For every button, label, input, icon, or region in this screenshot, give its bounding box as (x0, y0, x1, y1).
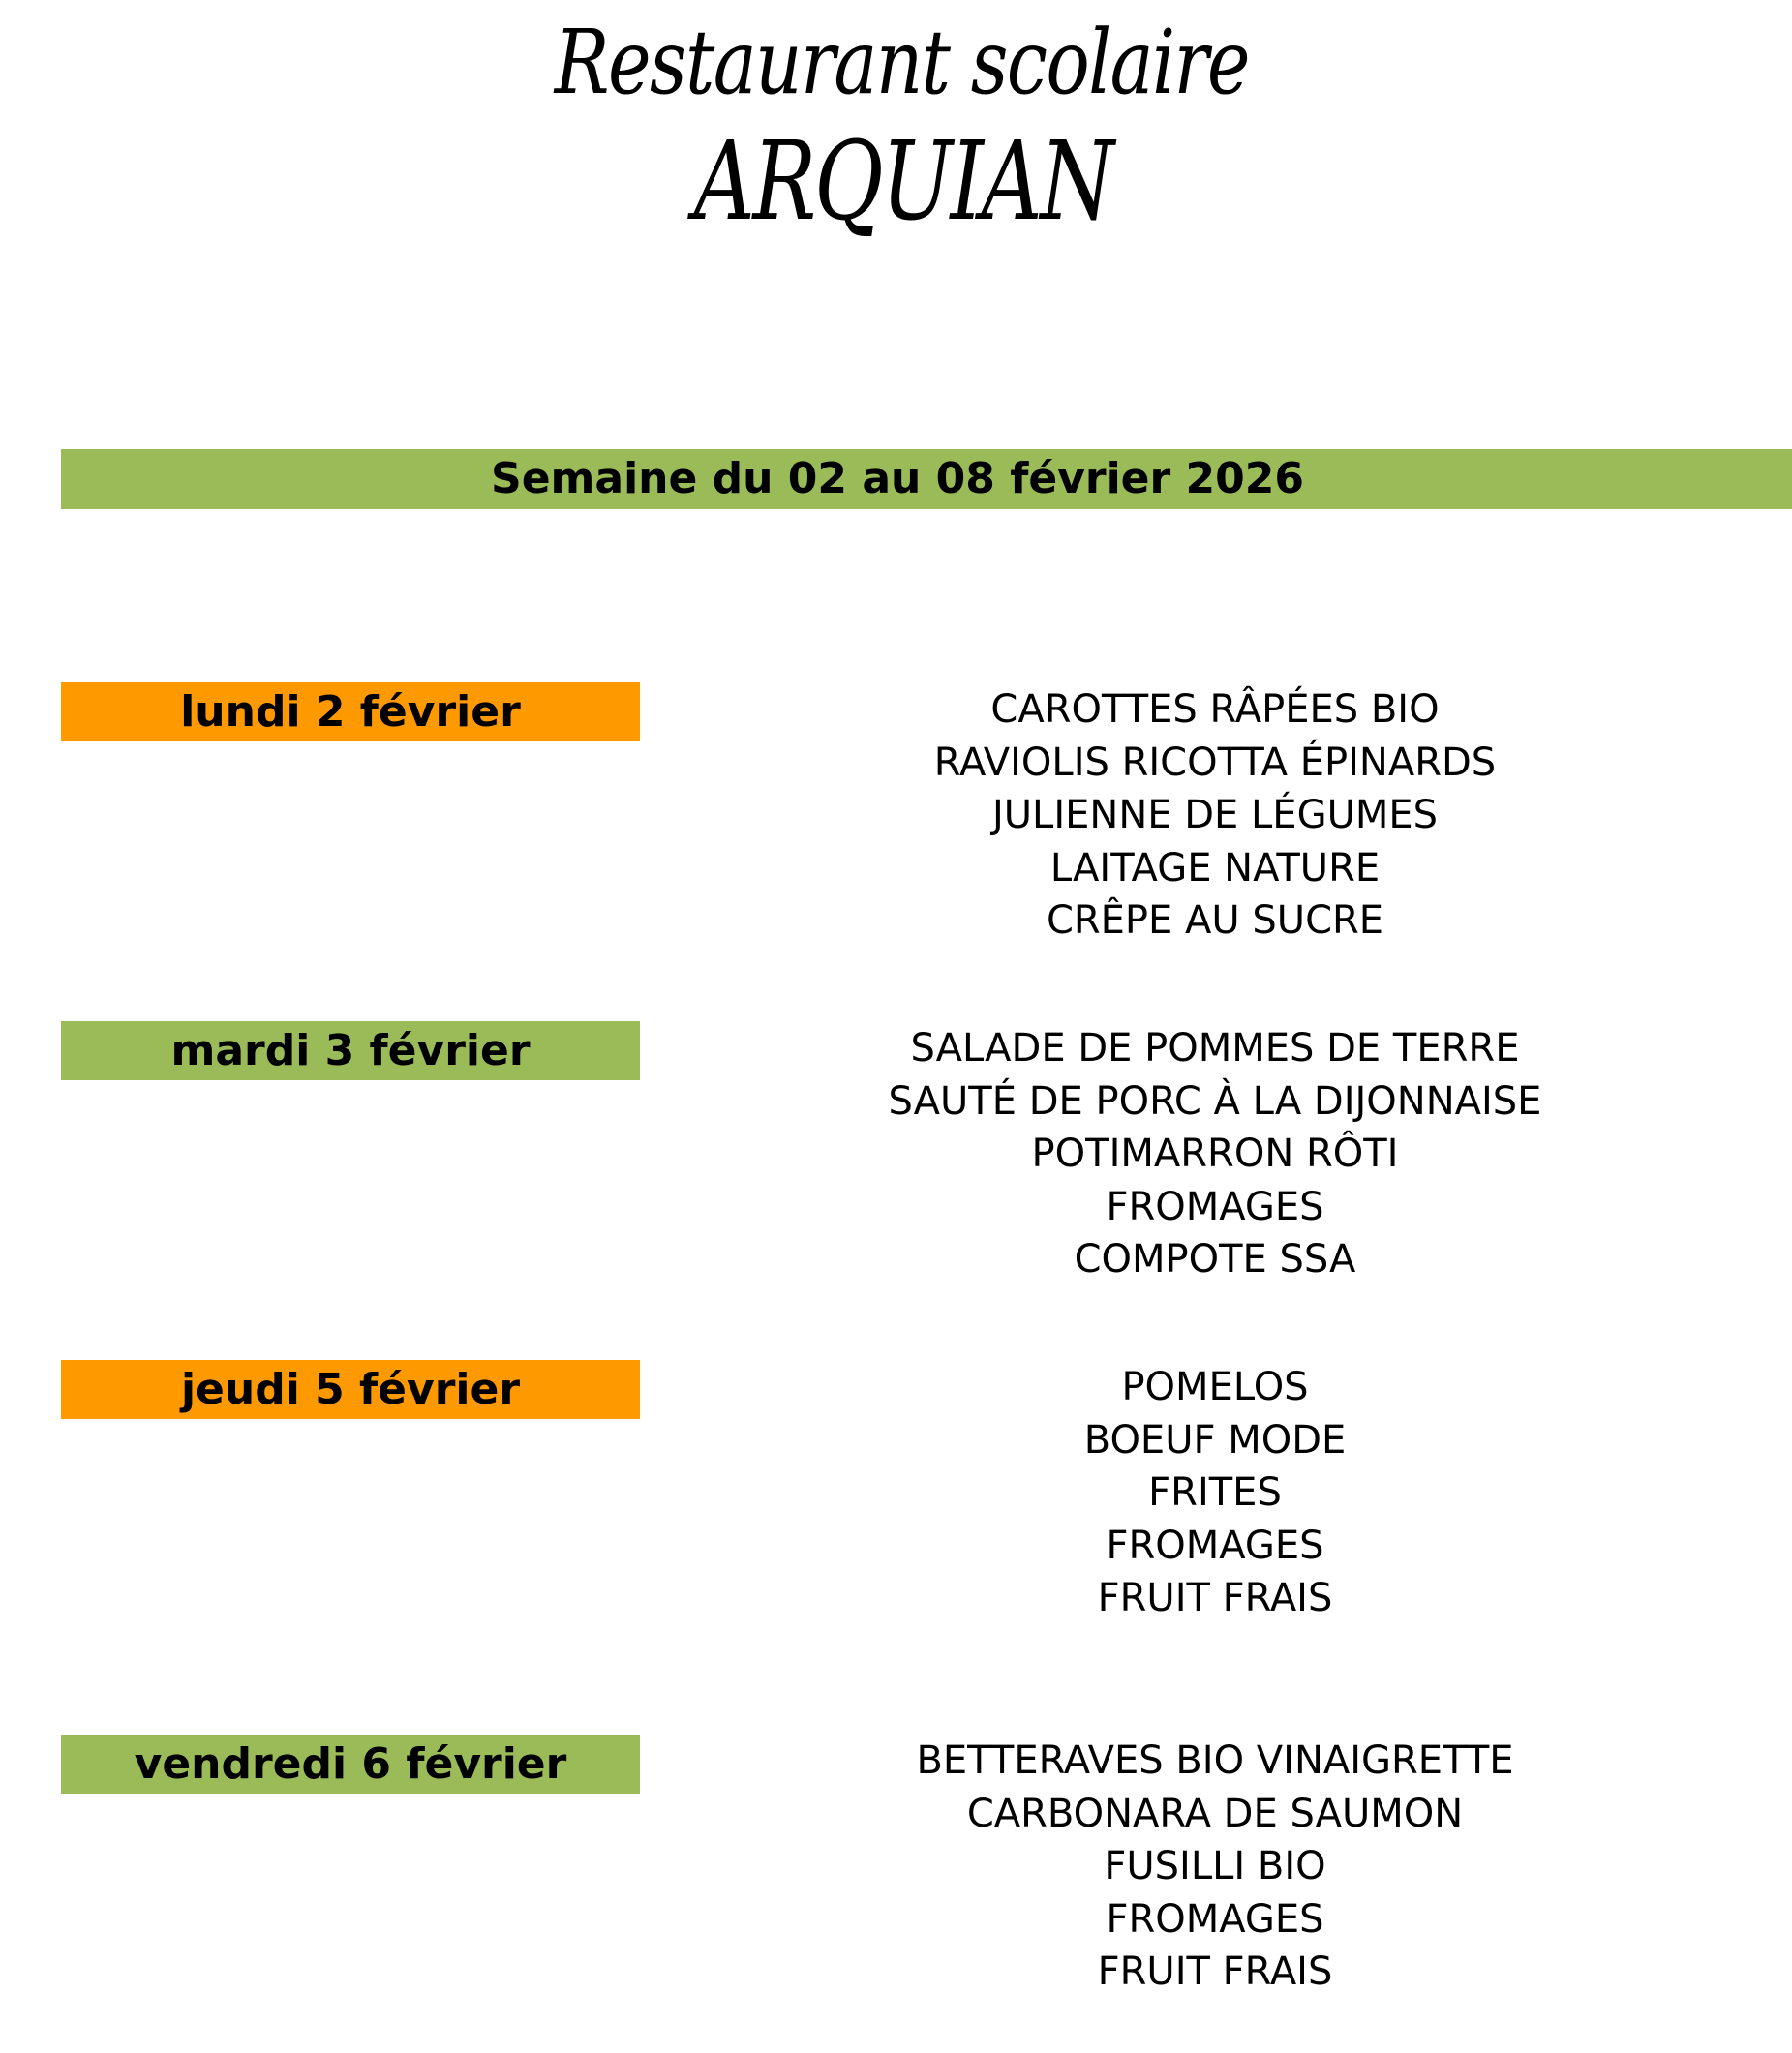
school-name: ARQUIAN (693, 119, 1112, 245)
dish-item: POMELOS (1121, 1365, 1309, 1409)
dish-item: FRUIT FRAIS (1097, 1949, 1333, 1994)
day-label-monday: lundi 2 février (61, 682, 640, 741)
day-label-friday: vendredi 6 février (61, 1735, 640, 1794)
day-label-thursday: jeudi 5 février (61, 1360, 640, 1419)
dish-item: FROMAGES (1106, 1184, 1324, 1229)
dish-item: FRUIT FRAIS (1097, 1576, 1333, 1620)
page-title: Restaurant scolaire (554, 11, 1249, 114)
menu-friday (852, 1735, 1578, 1999)
dish-item: FROMAGES (1106, 1523, 1324, 1568)
dish-item: COMPOTE SSA (1074, 1237, 1356, 1282)
dish-item: BOEUF MODE (1083, 1417, 1347, 1463)
dish-item: FRITES (1148, 1470, 1282, 1515)
dish-item: LAITAGE NATURE (1049, 845, 1381, 891)
dish-item: CARBONARA DE SAUMON (966, 1791, 1464, 1836)
dish-item: BETTERAVES BIO VINAIGRETTE (916, 1738, 1514, 1783)
dish-item: RAVIOLIS RICOTTA ÉPINARDS (933, 740, 1497, 785)
dish-item: POTIMARRON RÔTI (1031, 1132, 1399, 1176)
dish-item: JULIENNE DE LÉGUMES (991, 793, 1439, 837)
dish-item: SALADE DE POMMES DE TERRE (910, 1026, 1520, 1071)
dish-item: CRÊPE AU SUCRE (1046, 898, 1384, 943)
week-banner: Semaine du 02 au 08 février 2026 (61, 449, 1792, 509)
dish-item: FROMAGES (1106, 1896, 1324, 1942)
dish-item: SAUTÉ DE PORC À LA DIJONNAISE (888, 1078, 1542, 1124)
menu-monday (852, 683, 1578, 948)
dish-item: FUSILLI BIO (1104, 1844, 1326, 1888)
day-label-tuesday: mardi 3 février (61, 1021, 640, 1080)
dish-item: CAROTTES RÂPÉES BIO (990, 687, 1440, 732)
menu-tuesday (852, 1022, 1578, 1286)
menu-thursday (852, 1361, 1578, 1625)
